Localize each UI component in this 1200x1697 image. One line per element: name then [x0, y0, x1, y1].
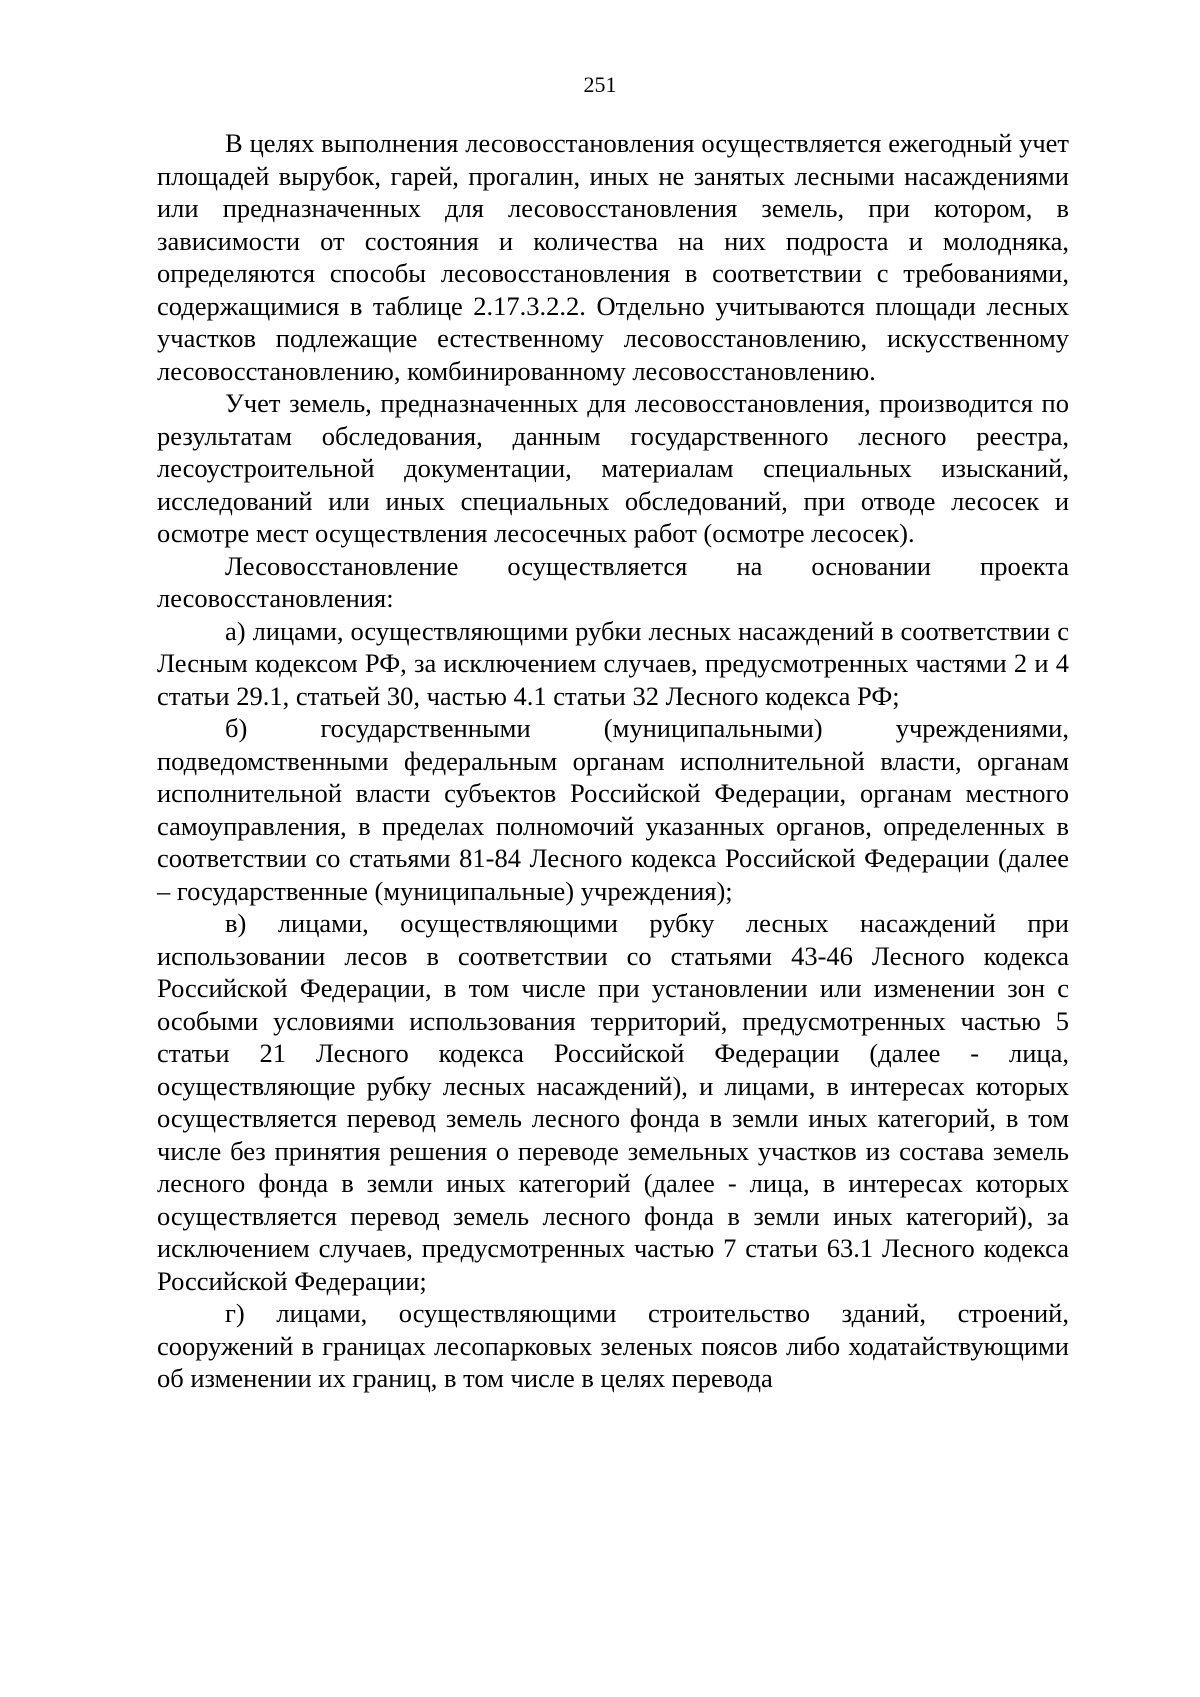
- page-number: 251: [583, 72, 617, 97]
- list-item-b: б) государственными (муниципальными) учреждениями, подведомственными федеральным органам исполнительной власти, органам исполнительной власти субъектов Российской Федерации, органам местного самоуправления, в пределах полномочий указанных органов, определенных в соответствии со статьями 81-84 Лесного кодекса Российской Федерации (далее – государственные (муниципальные) учреждения);: [157, 713, 1069, 906]
- paragraph-reforestation-accounting: В целях выполнения лесовосстановления осуществляется ежегодный учет площадей вырубок, гарей, прогалин, иных не занятых лесными насаждениями или предназначенных для лесовосстановления земель, при котором, в зависимости от состояния и количества на них подроста и молодняка, определяются способы лесовосстановления в соответствии с требованиями, содержащимися в таблице 2.17.3.2.2. Отдельно учитываются площади лесных участков подлежащие естественному лесовосстановлению, искусственному лесовосстановлению, комбинированному лесовосстановлению.: [157, 128, 1069, 386]
- list-item-g: г) лицами, осуществляющими строительство зданий, строений, сооружений в границах лесопарковых зеленых поясов либо ходатайствующими об изменении их границ, в том числе в целях перевода: [157, 1298, 1069, 1393]
- document-body: [157, 127, 1069, 1395]
- paragraph-project-basis: Лесовосстановление осуществляется на основании проекта лесовосстановления:: [157, 550, 1069, 613]
- list-item-v: в) лицами, осуществляющими рубку лесных насаждений при использовании лесов в соответствии со статьями 43-46 Лесного кодекса Российской Федерации, в том числе при установлении или изменении зон с особыми условиями использования территорий, предусмотренных частью 5 статьи 21 Лесного кодекса Российской Федерации (далее - лица, осуществляющие рубку лесных насаждений), и лицами, в интересах которых осуществляется перевод земель лесного фонда в земли иных категорий, в том числе без принятия решения о переводе земельных участков из состава земель лесного фонда в земли иных категорий (далее - лица, в интересах которых осуществляется перевод земель лесного фонда в земли иных категорий), за исключением случаев, предусмотренных частью 7 статьи 63.1 Лесного кодекса Российской Федерации;: [157, 908, 1069, 1296]
- paragraph-land-accounting: Учет земель, предназначенных для лесовосстановления, производится по результатам обследования, данным государственного лесного реестра, лесоустроительной документации, материалам специальных изысканий, исследований или иных специальных обследований, при отводе лесосек и осмотре мест осуществления лесосечных работ (осмотре лесосек).: [157, 388, 1069, 548]
- list-item-a: а) лицами, осуществляющими рубки лесных насаждений в соответствии с Лесным кодексом РФ, за исключением случаев, предусмотренных частями 2 и 4 статьи 29.1, статьей 30, частью 4.1 статьи 32 Лесного кодекса РФ;: [157, 615, 1069, 711]
